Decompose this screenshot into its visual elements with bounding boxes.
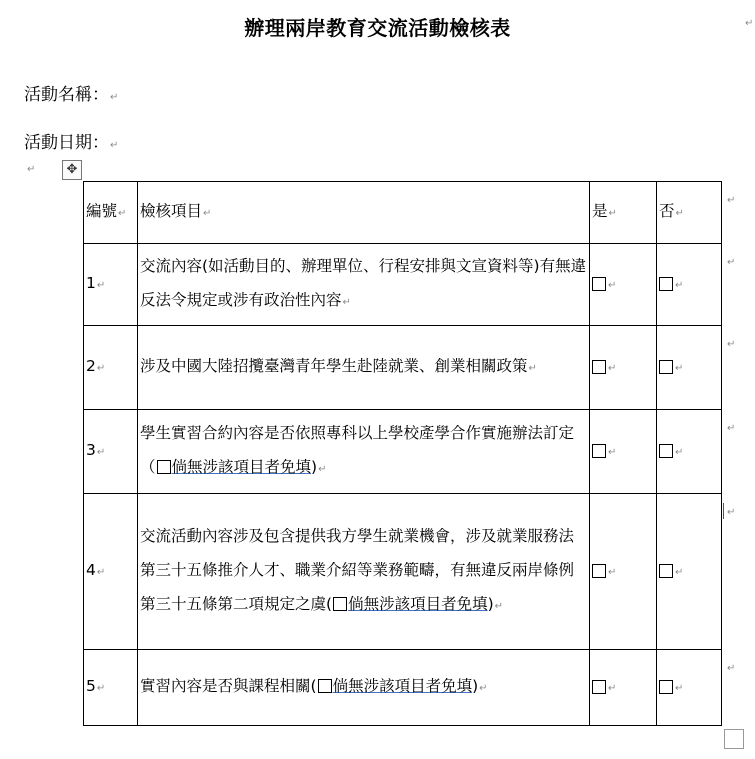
header-number: 編號↵ xyxy=(84,182,138,244)
header-yes: 是↵ xyxy=(590,182,657,244)
yes-cell: ↵ xyxy=(590,326,657,410)
no-cell: ↵ xyxy=(657,494,722,650)
yes-checkbox[interactable] xyxy=(592,564,606,578)
exemption-note: 倘無涉該項目者免填 xyxy=(348,595,488,613)
header-no: 否↵ xyxy=(657,182,722,244)
row-item-text: 涉及中國大陸招攬臺灣青年學生赴陸就業、創業相關政策↵ xyxy=(138,326,590,410)
row-number: 1↵ xyxy=(84,244,138,326)
inline-checkbox[interactable] xyxy=(333,597,347,611)
row-end-mark: ↵ xyxy=(727,663,736,674)
document-title: 辦理兩岸教育交流活動檢核表 xyxy=(244,16,511,40)
paragraph-mark: ↵ xyxy=(110,140,119,151)
activity-date-field xyxy=(24,128,118,153)
paragraph-mark: ↵ xyxy=(110,92,119,103)
inline-checkbox[interactable] xyxy=(318,679,332,693)
yes-checkbox[interactable] xyxy=(592,360,606,374)
table-header-row xyxy=(84,182,722,244)
row-end-mark: ↵ xyxy=(727,257,736,268)
row-item-text: 實習內容是否與課程相關( 倘無涉該項目者免填)↵ xyxy=(138,650,590,726)
inline-checkbox[interactable] xyxy=(157,460,171,474)
no-checkbox[interactable] xyxy=(659,444,673,458)
no-cell: ↵ xyxy=(657,650,722,726)
row-number: 3↵ xyxy=(84,410,138,494)
field-label: 活動日期： xyxy=(24,133,109,153)
row-item-text: 學生實習合約內容是否依照專科以上學校產學合作實施辦法訂定（ 倘無涉該項目者免填)↵ xyxy=(138,410,590,494)
row-end-mark: ↵ xyxy=(727,507,736,518)
table-row xyxy=(84,326,722,410)
yes-cell: ↵ xyxy=(590,494,657,650)
table-row xyxy=(84,650,722,726)
text-cursor xyxy=(723,503,724,519)
yes-cell: ↵ xyxy=(590,650,657,726)
no-checkbox[interactable] xyxy=(659,360,673,374)
row-end-mark: ↵ xyxy=(727,339,736,350)
yes-checkbox[interactable] xyxy=(592,680,606,694)
table-move-handle-icon[interactable]: ✥ xyxy=(62,160,82,180)
header-item: 檢核項目↵ xyxy=(138,182,590,244)
exemption-note: 倘無涉該項目者免填 xyxy=(171,458,312,476)
paragraph-mark: ↵ xyxy=(27,164,36,175)
table-row xyxy=(84,410,722,494)
no-checkbox[interactable] xyxy=(659,564,673,578)
table-resize-handle[interactable] xyxy=(724,729,744,749)
yes-cell: ↵ xyxy=(590,410,657,494)
no-cell: ↵ xyxy=(657,410,722,494)
no-checkbox[interactable] xyxy=(659,680,673,694)
row-item-text: 交流內容(如活動目的、辦理單位、行程安排與文宣資料等)有無違反法令規定或涉有政治性內容↵ xyxy=(138,244,590,326)
table-row xyxy=(84,244,722,326)
yes-cell: ↵ xyxy=(590,244,657,326)
activity-name-field xyxy=(24,80,118,105)
yes-checkbox[interactable] xyxy=(592,277,606,291)
row-number: 5↵ xyxy=(84,650,138,726)
table-row xyxy=(84,494,722,650)
row-end-mark: ↵ xyxy=(727,195,736,206)
row-item-text: 交流活動內容涉及包含提供我方學生就業機會，涉及就業服務法第三十五條推介人才、職業介紹等業務範疇，有無違反兩岸條例第三十五條第二項規定之虞( 倘無涉該項目者免填)↵ xyxy=(138,494,590,650)
row-number: 4↵ xyxy=(84,494,138,650)
yes-checkbox[interactable] xyxy=(592,444,606,458)
field-label: 活動名稱： xyxy=(24,85,109,105)
checklist-table xyxy=(83,181,722,726)
no-cell: ↵ xyxy=(657,244,722,326)
exemption-note: 倘無涉該項目者免填 xyxy=(332,677,473,695)
no-cell: ↵ xyxy=(657,326,722,410)
row-end-mark: ↵ xyxy=(727,423,736,434)
no-checkbox[interactable] xyxy=(659,277,673,291)
paragraph-mark: ↵ xyxy=(745,18,754,29)
row-number: 2↵ xyxy=(84,326,138,410)
